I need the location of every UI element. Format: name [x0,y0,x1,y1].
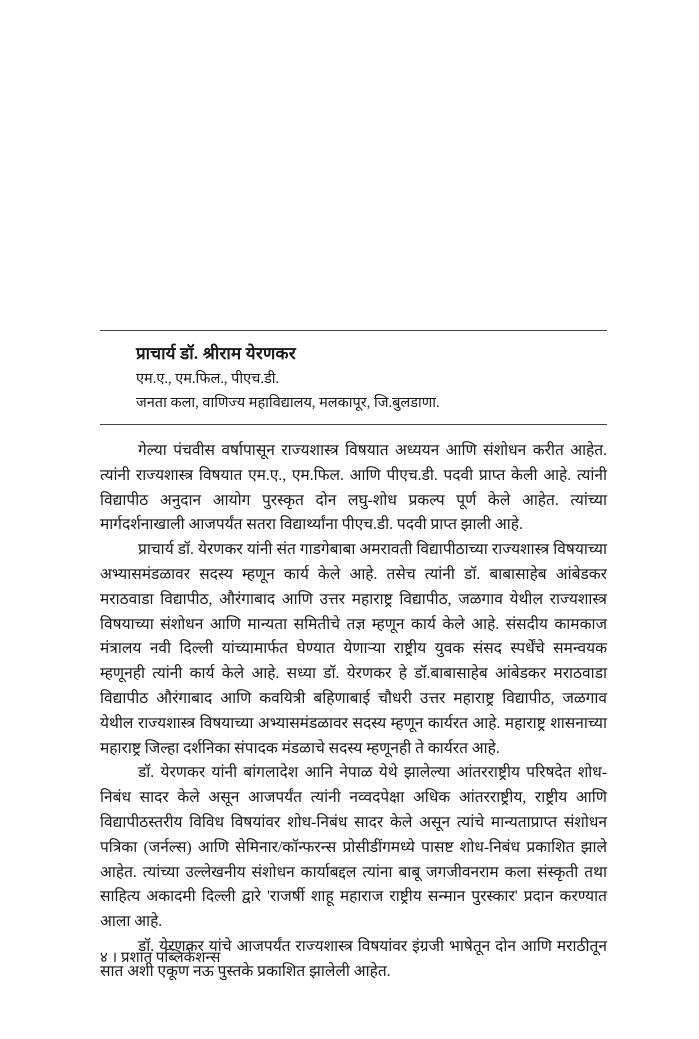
author-name: प्राचार्य डॉ. श्रीराम येरणकर [136,344,296,363]
paragraph: डॉ. येरणकर यांनी बांगलादेश आनि नेपाळ येथे झालेल्या आंतरराष्ट्रीय परिषदेत शोध-निबंध सादर केले असून आजपर्यंत त्यांनी नव्वदपेक्षा अधिक आंतरराष्ट्रीय, राष्ट्रीय आणि विद्यापीठस्तरीय विविध विषयांवर शोध-निबंध सादर केले असून त्यांचे मान्यताप्राप्त संशोधन पत्रिका (जर्नल्स) आणि सेमिनार/कॉन्फरन्स प्रोसीडींगमध्ये पासष्ट शोध-निबंध प्रकाशित झाले आहेत. त्यांच्या उल्लेखनीय संशोधन कार्याबद्दल त्यांना बाबू जगजीवनराम कला संस्कृती तथा साहित्य अकादमी दिल्ली द्वारे 'राजर्षी शाहू महाराज राष्ट्रीय सन्मान पुरस्कार' प्रदान करण्यात आला आहे. [100,764,607,931]
paragraph: प्राचार्य डॉ. येरणकर यांनी संत गाडगेबाबा अमरावती विद्यापीठाच्या राज्यशास्त्र विषयाच्या अभ्यासमंडळावर सदस्य म्हणून कार्य केले आहे. तसेच त्यांनी डॉ. बाबासाहेब आंबेडकर मराठवाडा विद्यापीठ, औरंगाबाद आणि उत्तर महाराष्ट्र विद्यापीठ, जळगाव येथील राज्यशास्त्र विषयाच्या संशोधन आणि मान्यता समितीचे तज्ञ म्हणून कार्य केले आहे. संसदीय कामकाज मंत्रालय नवी दिल्ली यांच्यामार्फत घेण्यात येणाऱ्या राष्ट्रीय युवक संसद स्पर्धेंचे समन्वयक म्हणूनही त्यांनी कार्य केले आहे. सध्या डॉ. येरणकर हे डॉ.बाबासाहेब आंबेडकर मराठवाडा विद्यापीठ औरंगाबाद आणि कवयित्री बहिणाबाई चौधरी उत्तर महाराष्ट्र विद्यापीठ, जळगाव येथील राज्यशास्त्र विषयाच्या अभ्यासमंडळावर सदस्य म्हणून कार्यरत आहे. महाराष्ट्र शासनाच्या महाराष्ट्र जिल्हा दर्शनिका संपादक मंडळाचे सदस्य म्हणूनही ते कार्यरत आहे. [100,541,607,757]
author-institution: जनता कला, वाणिज्य महाविद्यालय, मलकापूर, जि.बुलडाणा. [136,395,440,411]
paragraph: गेल्या पंचवीस वर्षापासून राज्यशास्त्र विषयात अध्ययन आणि संशोधन करीत आहेत. त्यांनी राज्यशास्त्र विषयात एम.ए., एम.फिल. आणि पीएच.डी. पदवी प्राप्त केली आहे. त्यांनी विद्यापीठ अनुदान आयोग पुरस्कृत दोन लघु-शोध प्रकल्प पूर्ण केले आहेत. त्यांच्या मार्गदर्शनाखाली आजपर्यंत सतरा विद्यार्थ्यांना पीएच.डी. पदवी प्राप्त झाली आहे. [100,442,607,534]
biography-text [100,439,607,985]
page-footer: ४ । प्रशांत पब्लिकेशन्स [100,950,221,966]
author-header [100,331,607,424]
author-qualifications: एम.ए., एम.फिल., पीएच.डी. [136,371,280,387]
header-divider [100,424,607,425]
page-content [100,330,607,985]
paragraph: डॉ. येरणकर यांचे आजपर्यंत राज्यशास्त्र विषयांवर इंग्रजी भाषेतून दोन आणि मराठीतून सात अशी एकूण नऊ पुस्तके प्रकाशित झालेली आहेत. [100,937,607,980]
